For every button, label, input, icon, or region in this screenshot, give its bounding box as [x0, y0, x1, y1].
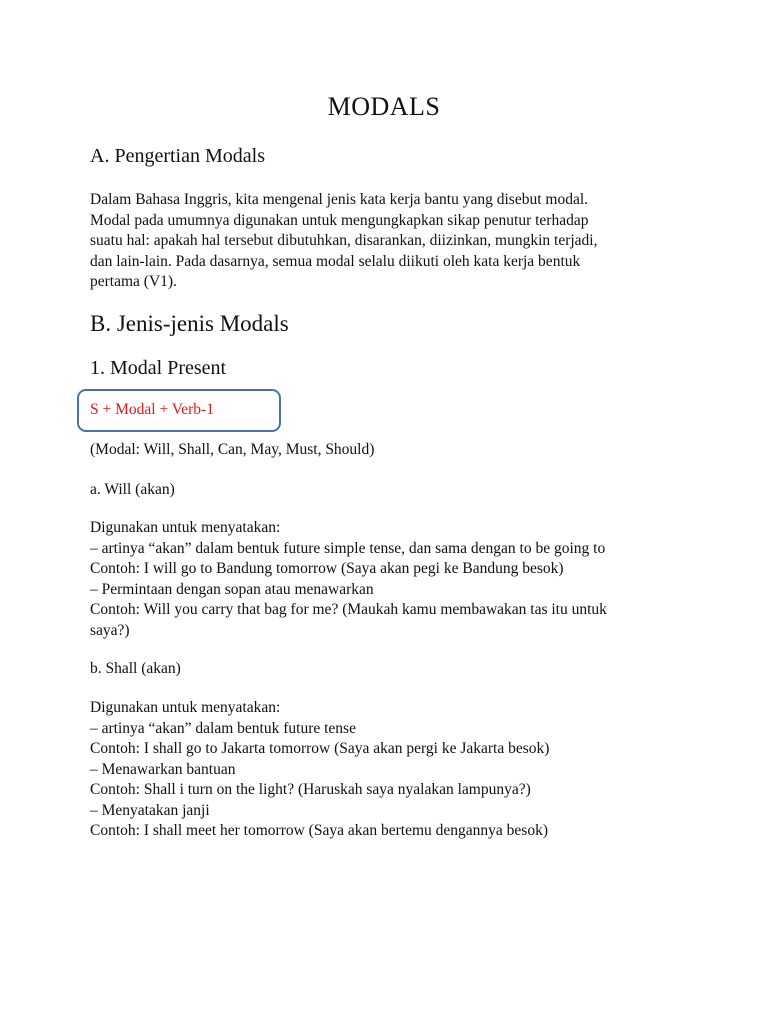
modal-list: (Modal: Will, Shall, Can, May, Must, Should) — [90, 441, 375, 458]
paragraph-line: Modal pada umumnya digunakan untuk mengungkapkan sikap penutur terhadap — [90, 211, 589, 229]
shall-line: Contoh: I shall go to Jakarta tomorrow (Saya akan pergi ke Jakarta besok) — [90, 740, 550, 757]
will-line: – Permintaan dengan sopan atau menawarkan — [90, 580, 374, 598]
will-block — [90, 518, 690, 641]
paragraph-line: dan lain-lain. Pada dasarnya, semua modal selalu diikuti oleh kata kerja bentuk — [90, 252, 581, 270]
will-line: saya?) — [90, 621, 130, 639]
section-a-paragraph — [90, 190, 680, 293]
shall-line: Digunakan untuk menyatakan: — [90, 699, 281, 716]
will-heading: a. Will (akan) — [90, 481, 175, 498]
shall-heading: b. Shall (akan) — [90, 660, 181, 677]
paragraph-line: suatu hal: apakah hal tersebut dibutuhkan, disarankan, diizinkan, mungkin terjadi, — [90, 232, 598, 249]
modal-present-heading: 1. Modal Present — [90, 357, 227, 379]
formula-text: S + Modal + Verb-1 — [90, 401, 214, 418]
section-b-heading: B. Jenis-jenis Modals — [90, 311, 289, 336]
will-line: Contoh: Will you carry that bag for me? (Maukah kamu membawakan tas itu untuk — [90, 601, 607, 618]
shall-line: Contoh: Shall i turn on the light? (Haruskah saya nyalakan lampunya?) — [90, 781, 531, 798]
section-a-heading: A. Pengertian Modals — [90, 145, 265, 167]
will-line: Contoh: I will go to Bandung tomorrow (Saya akan pegi ke Bandung besok) — [90, 560, 564, 577]
page-title: MODALS — [327, 92, 441, 121]
paragraph-line: Dalam Bahasa Inggris, kita mengenal jenis kata kerja bantu yang disebut modal. — [90, 191, 589, 208]
paragraph-line: pertama (V1). — [90, 273, 177, 290]
will-line: Digunakan untuk menyatakan: — [90, 519, 281, 536]
shall-line: – artinya “akan” dalam bentuk future tense — [90, 719, 356, 737]
shall-line: Contoh: I shall meet her tomorrow (Saya akan bertemu dengannya besok) — [90, 822, 548, 839]
shall-line: – Menawarkan bantuan — [90, 760, 236, 778]
shall-block — [90, 698, 690, 842]
will-line: – artinya “akan” dalam bentuk future simple tense, dan sama dengan to be going to — [90, 539, 606, 557]
shall-line: – Menyatakan janji — [90, 801, 210, 819]
